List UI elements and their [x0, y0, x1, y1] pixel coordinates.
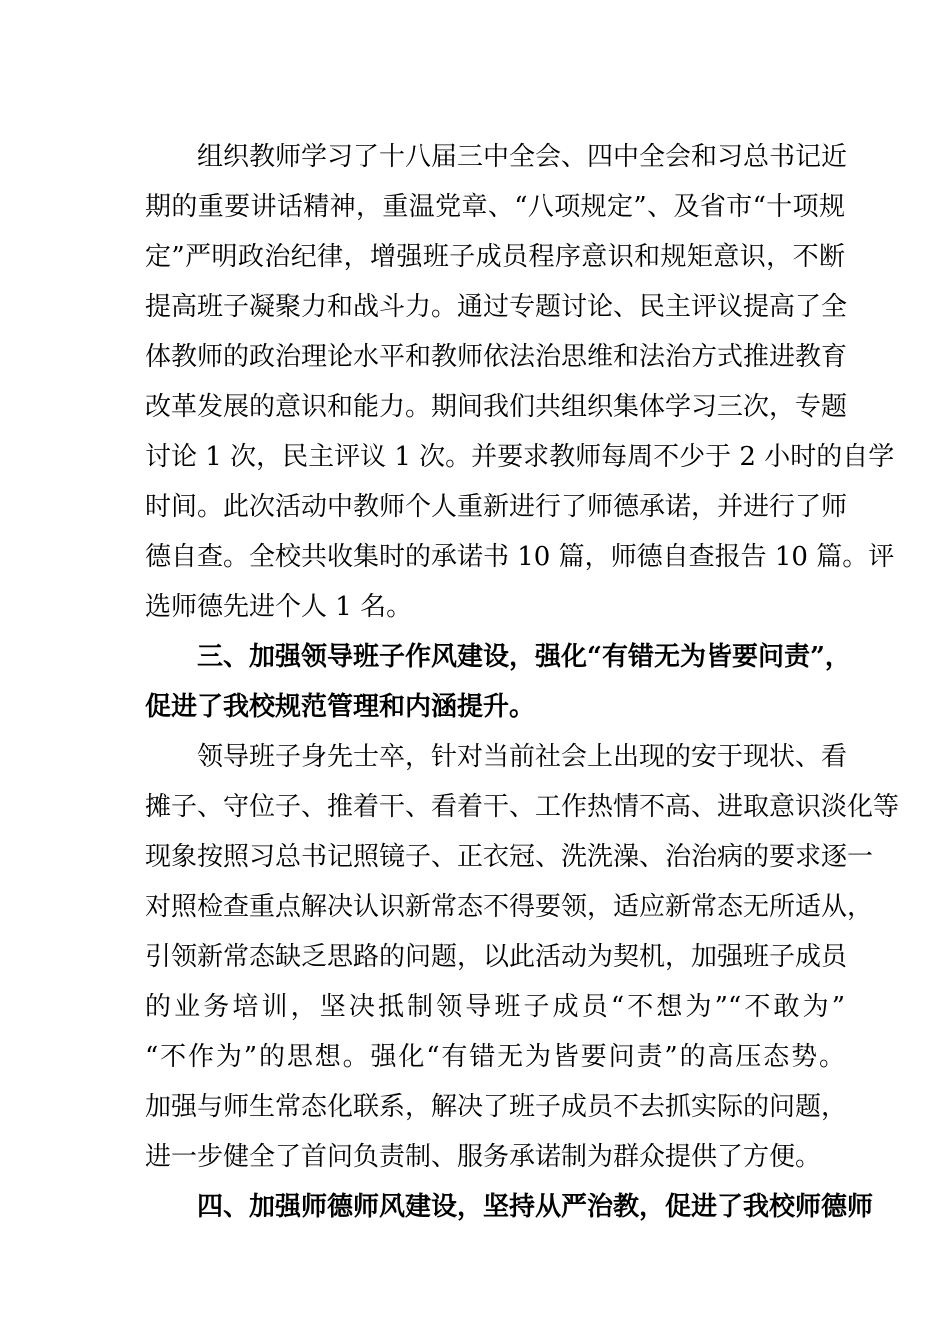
paragraph-line: 德自查。全校共收集时的承诺书 10 篇，师德自查报告 10 篇。评	[145, 542, 895, 572]
paragraph-line: 提高班子凝聚力和战斗力。通过专题讨论、民主评议提高了全	[145, 292, 848, 322]
paragraph-line: 加强与师生常态化联系，解决了班子成员不去抓实际的问题，	[145, 1092, 848, 1122]
paragraph-line: 改革发展的意识和能力。期间我们共组织集体学习三次，专题	[145, 392, 848, 422]
section-heading-4	[145, 1182, 874, 1232]
paragraph-line: 领导班子身先士卒，针对当前社会上出现的安于现状、看	[197, 742, 848, 772]
paragraph-line: 引领新常态缺乏思路的问题，以此活动为契机，加强班子成员	[145, 942, 848, 972]
document-body	[145, 132, 900, 1232]
paragraph-line: 选师德先进个人 1 名。	[145, 592, 413, 622]
paragraph-line: 摊子、守位子、推着干、看着干、工作热情不高、进取意识淡化等	[145, 792, 900, 822]
paragraph-line: 进一步健全了首问负责制、服务承诺制为群众提供了方便。	[145, 1142, 822, 1172]
paragraph-line: 讨论 1 次，民主评议 1 次。并要求教师每周不少于 2 小时的自学	[145, 442, 895, 472]
section-heading-3	[145, 632, 851, 732]
paragraph-1	[145, 132, 895, 632]
paragraph-line: 时间。此次活动中教师个人重新进行了师德承诺，并进行了师	[145, 492, 848, 522]
paragraph-line: “不作为”的思想。强化“有错无为皆要问责”的高压态势。	[145, 1042, 845, 1072]
paragraph-line: 期的重要讲话精神，重温党章、“八项规定”、及省市“十项规	[145, 192, 845, 222]
heading-line: 三、加强领导班子作风建设，强化“有错无为皆要问责”，	[197, 642, 851, 672]
heading-line: 四、加强师德师风建设，坚持从严治教，促进了我校师德师	[197, 1192, 874, 1222]
paragraph-line: 的业务培训，坚决抵制领导班子成员“不想为”“不敢为”	[145, 992, 845, 1022]
paragraph-line: 体教师的政治理论水平和教师依法治思维和法治方式推进教育	[145, 342, 848, 372]
paragraph-line: 组织教师学习了十八届三中全会、四中全会和习总书记近	[197, 142, 848, 172]
paragraph-2	[145, 732, 900, 1182]
paragraph-line: 定”严明政治纪律，增强班子成员程序意识和规矩意识，不断	[145, 242, 845, 272]
paragraph-line: 现象按照习总书记照镜子、正衣冠、洗洗澡、治治病的要求逐一	[145, 842, 874, 872]
paragraph-line: 对照检查重点解决认识新常态不得要领，适应新常态无所适从，	[145, 892, 874, 922]
heading-line: 促进了我校规范管理和内涵提升。	[145, 692, 536, 722]
